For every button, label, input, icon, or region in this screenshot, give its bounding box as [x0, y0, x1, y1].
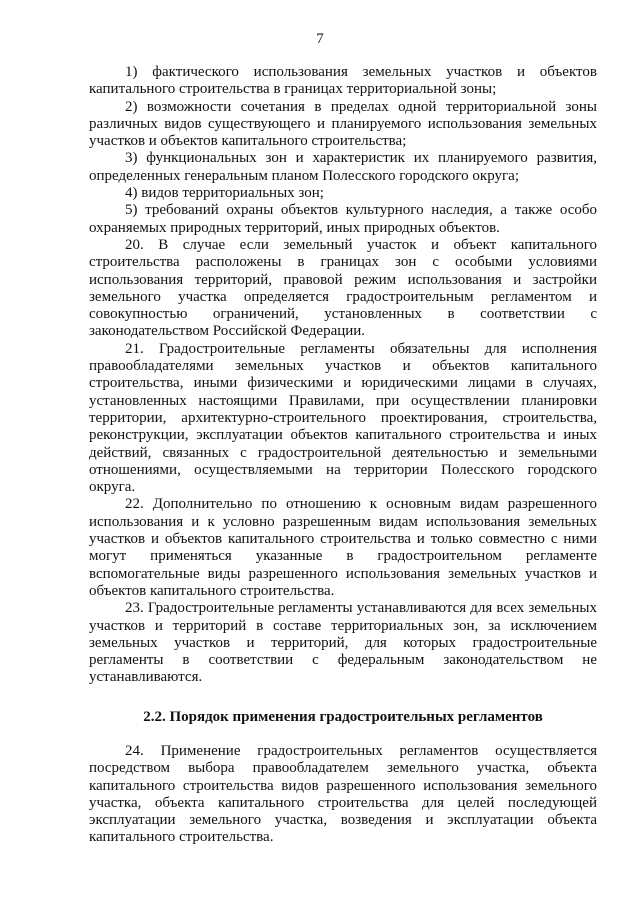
paragraph-23: 23. Градостроительные регламенты устанавливаются для всех земельных участков и территорий в составе территориальных зон, за исключением земельных участков и территорий, для которых градостроительные регламенты в соответствии с федеральным законодательством не устанавливаются.: [89, 600, 597, 686]
paragraph-item-2: 2) возможности сочетания в пределах одной территориальной зоны различных видов существующего и планируемого использования земельных участков и объектов капитального строительства;: [89, 98, 597, 150]
page-number: 7: [316, 31, 324, 47]
paragraph-item-5: 5) требований охраны объектов культурного наследия, а также особо охраняемых природных территорий, иных природных объектов.: [89, 202, 597, 236]
section-heading: 2.2. Порядок применения градостроительных регламентов: [143, 709, 543, 725]
body-text: [89, 64, 597, 687]
paragraph-item-3: 3) функциональных зон и характеристик их планируемого развития, определенных генеральным планом Полесского городского округа;: [89, 150, 597, 184]
paragraph-20: 20. В случае если земельный участок и объект капитального строительства расположены в границах зон с особыми условиями использования территорий, правовой режим использования и застройки земельного участка определяется градостроительным регламентом и совокупностью ограничений, установленных в соответствии с законодательством Российской Федерации.: [89, 236, 597, 340]
paragraph-item-1: 1) фактического использования земельных участков и объектов капитального строительства в границах территориальной зоны;: [89, 64, 597, 98]
paragraph-21: 21. Градостроительные регламенты обязательны для исполнения правообладателями земельных участков и объектов капитального строительства, иными физическими и юридическими лицами в случаях, установленных настоящими Правилами, при осуществлении планировки территории, архитектурно-строительного проектирования, строительства, реконструкции, эксплуатации объектов капитального строительства и иных действий, связанных с градостроительной деятельностью и земельными отношениями, осуществляемыми на территории Полесского городского округа.: [89, 340, 597, 496]
paragraph-22: 22. Дополнительно по отношению к основным видам разрешенного использования и к условно разрешенным видам использования земельных участков и объектов капитального строительства и только совместно с ними могут применяться указанные в градостроительном регламенте вспомогательные виды разрешенного использования земельных участков и объектов капитального строительства.: [89, 496, 597, 599]
body-text-after-heading: [89, 743, 597, 847]
paragraph-item-4: 4) видов территориальных зон;: [125, 185, 324, 202]
paragraph-24: 24. Применение градостроительных регламентов осуществляется посредством выбора правообладателем земельного участка, объекта капитального строительства видов разрешенного использования земельного участка, объекта капитального строительства для целей последующей эксплуатации земельного участка, возведения и эксплуатации объекта капитального строительства.: [89, 743, 597, 846]
